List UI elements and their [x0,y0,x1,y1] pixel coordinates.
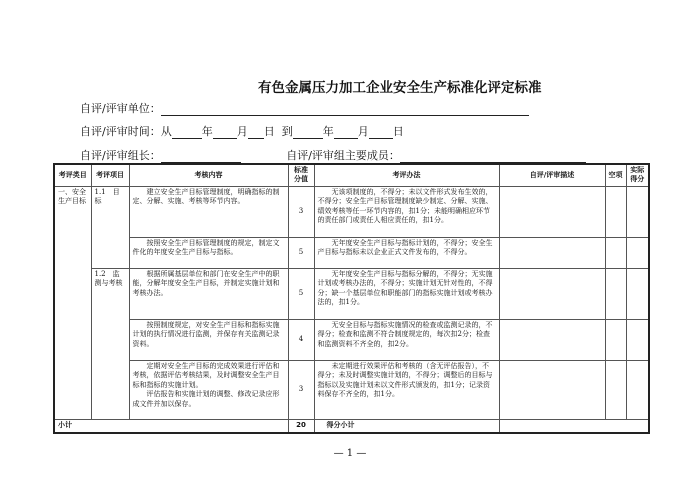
to-month-field[interactable] [334,127,358,139]
actual-cell[interactable] [626,360,649,419]
empty-cell[interactable] [605,237,626,268]
day-text: 日 [392,125,404,138]
empty-cell[interactable] [605,186,626,237]
to-text: 到 [281,125,293,138]
leader-field[interactable] [161,151,241,163]
description-cell[interactable] [499,319,605,360]
content-cell: 根据所属基层单位和部门在安全生产中的职能，分解年度安全生产目标，并制定实施计划和考核办法。 [129,268,288,319]
description-cell[interactable] [499,360,605,419]
members-field[interactable] [400,151,586,163]
content-cell [129,360,288,419]
content-cell: 按照制度规定，对安全生产目标和指标实施计划的执行情况进行监测，并保存有关监测记录资料。 [129,319,288,360]
unit-line [80,100,529,116]
category-cell: 一、安全生产目标 [54,186,91,419]
header-method: 考评办法 [314,164,499,186]
method-cell: 无年度安全生产目标与指标计划的，不得分；安全生产目标与指标未以企业正式文件发布的，不得分。 [314,237,499,268]
to-day-field[interactable] [369,127,393,139]
score-cell: 3 [288,360,314,419]
page-number: — 1 — [333,448,367,459]
header-category: 考评类目 [54,164,91,186]
header-score: 标准分值 [288,164,314,186]
unit-label: 自评/评审单位： [80,102,161,115]
method-cell: 无年度安全生产目标与指标分解的，不得分；无实施计划或考核办法的，不得分；实施计划无针对性的，不得分；缺一个基层单位和职能部门的指标实施计划或考核办法的，扣1分。 [314,268,499,319]
year-text: 年 [201,125,213,138]
project-cell: 1.1 目标 [91,186,129,268]
day-text: 日 [263,125,275,138]
from-day-field[interactable] [248,127,264,139]
content-cell: 按照安全生产目标管理制度的规定，制定文件化的年度安全生产目标与指标。 [129,237,288,268]
page-title: 有色金属压力加工企业安全生产标准化评定标准 [258,80,542,96]
method-cell: 无安全目标与指标实施情况的检查或监测记录的，不得分；检查和监测不符合制度规定的，每次扣2分；检查和监测资料不齐全的，扣2分。 [314,319,499,360]
description-cell[interactable] [499,268,605,319]
header-row [54,164,649,186]
month-text: 月 [236,125,248,138]
header-empty: 空项 [605,164,626,186]
actual-cell[interactable] [626,186,649,237]
month-text: 月 [357,125,369,138]
description-cell[interactable] [499,186,605,237]
time-line [80,123,404,139]
score-cell: 5 [288,268,314,319]
from-text: 从 [160,125,172,138]
content-paragraph: 评估报告和实施计划的调整、修改记录应形成文件并加以保存。 [132,390,280,408]
members-label: 自评/评审组主要成员： [286,149,400,162]
table-row [54,268,649,319]
score-cell: 5 [288,237,314,268]
score-cell: 3 [288,186,314,237]
from-year-field[interactable] [172,127,202,139]
table-row [54,186,649,237]
actual-cell[interactable] [626,319,649,360]
score-subtotal-field[interactable] [499,419,649,433]
empty-cell[interactable] [605,319,626,360]
empty-cell[interactable] [605,268,626,319]
project-cell: 1.2 监测与考核 [91,268,129,419]
unit-field[interactable] [161,104,529,116]
subtotal-row [54,419,649,433]
header-description: 自评/评审描述 [499,164,605,186]
leader-line [80,147,586,163]
content-paragraph: 定期对安全生产目标的完成效果进行评估和考核，依据评估考核结果，及时调整安全生产目标和指标的实施计划。 [132,361,280,389]
table-row [54,237,649,268]
table-row [54,319,649,360]
evaluation-table [53,163,650,434]
year-text: 年 [322,125,334,138]
actual-cell[interactable] [626,268,649,319]
from-month-field[interactable] [213,127,237,139]
actual-cell[interactable] [626,237,649,268]
leader-label: 自评/评审组长： [80,149,161,162]
subtotal-label: 小计 [54,419,288,433]
score-cell: 4 [288,319,314,360]
description-cell[interactable] [499,237,605,268]
score-subtotal-label: 得分小计 [314,419,499,433]
header-project: 考评项目 [91,164,129,186]
time-label: 自评/评审时间： [80,125,161,138]
empty-cell[interactable] [605,360,626,419]
content-cell: 建立安全生产目标管理制度，明确指标的制定、分解、实施、考核等环节内容。 [129,186,288,237]
method-cell: 无该项制度的，不得分；未以文件形式发布生效的，不得分；安全生产目标管理制度缺少制定、分解、实施、绩效考核等任一环节内容的，扣1分；未能明确相应环节的责任部门或责任人相应责任的，扣1分。 [314,186,499,237]
header-content: 考核内容 [129,164,288,186]
subtotal-score: 20 [288,419,314,433]
header-actual: 实际得分 [626,164,649,186]
method-cell: 未定期进行效果评估和考核的（含无评估报告），不得分；未及时调整实施计划的，不得分；调整后的目标与指标以及实施计划未以文件形式颁发的，扣1分；记录资料保存不齐全的，扣1分。 [314,360,499,419]
to-year-field[interactable] [293,127,323,139]
table-row [54,360,649,419]
